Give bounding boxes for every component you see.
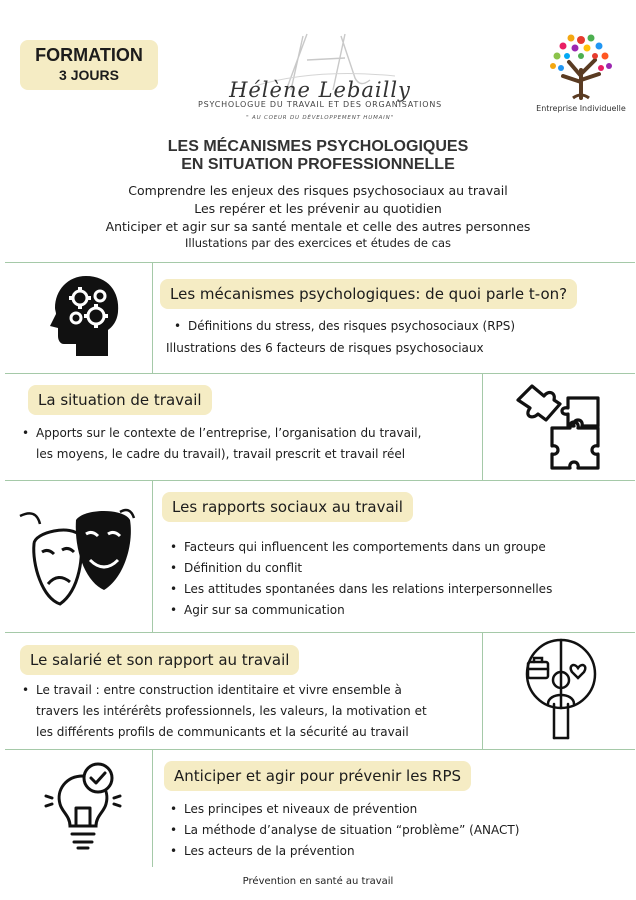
title-line2: EN SITUATION PROFESSIONNELLE [181,156,455,173]
list-item: • Apports sur le contexte de l’entreprise, l’organisation du travail, [22,423,421,444]
colorful-tree-icon [535,26,627,104]
section-1-extra-text: Illustrations des 6 facteurs de risques psychosociaux [166,341,484,355]
section-3-title: Les rapports sociaux au travail [162,492,413,522]
divider [482,373,483,480]
title-line1: LES MÉCANISMES PSYCHOLOGIQUES [167,138,469,155]
intro-line-2: Les repérer et les prévenir au quotidien [194,201,442,216]
divider [5,480,635,481]
list-item: • Facteurs qui influencent les comportements dans un groupe [170,537,552,558]
badge-line1: FORMATION [35,45,143,65]
section-2-bullets [22,423,421,465]
section-4-title: Le salarié et son rapport au travail [20,645,299,675]
divider [5,373,635,374]
divider [482,632,483,749]
divider [5,262,635,263]
list-item-continued: travers les intérérêts professionnels, les valeurs, la motivation et [36,704,427,718]
section-4-bullets [22,680,427,743]
divider [152,262,153,373]
list-item: • Les acteurs de la prévention [170,841,519,862]
section-2-title: La situation de travail [28,385,212,415]
divider [5,749,635,750]
divider [152,749,153,867]
section-5-bullets [170,799,519,862]
section-3-bullets [170,537,552,621]
section-1-title: Les mécanismes psychologiques: de quoi parle t-on? [160,279,577,309]
list-item: • La méthode d’analyse de situation “problème” (ANACT) [170,820,519,841]
list-item-continued: les différents profils de communicants et la sécurité au travail [36,725,409,739]
list-item: • Agir sur sa communication [170,600,552,621]
practitioner-tagline: " AU COEUR DU DÉVELOPPEMENT HUMAIN" [246,115,394,121]
lightbulb-check-icon [40,762,126,854]
formation-badge [20,40,158,90]
list-item-continued: les moyens, le cadre du travail), travail prescrit et travail réel [36,447,406,461]
intro-line-4: Illustations par des exercices et études de cas [184,236,451,250]
company-type: Entreprise Individuelle [536,104,626,113]
brand-logo [195,28,445,128]
section-1-extra [166,338,484,359]
intro-line-3: Anticiper et agir sur sa santé mentale et celle des autres personnes [105,219,531,234]
list-item: • Définitions du stress, des risques psychosociaux (RPS) [174,316,515,337]
list-item: • Définition du conflit [170,558,552,579]
list-item: • Le travail : entre construction identitaire et vivre ensemble à [22,680,427,701]
section-1-bullets [174,316,515,337]
intro-line-1: Comprendre les enjeux des risques psychosociaux au travail [128,183,508,198]
theater-masks-icon [12,504,136,612]
list-item: • Les attitudes spontanées dans les relations interpersonnelles [170,579,552,600]
puzzle-icon [512,380,608,472]
tree-logo [535,26,627,116]
worker-balance-icon [518,638,604,742]
page-title [0,138,636,174]
section-5-title: Anticiper et agir pour prévenir les RPS [164,761,471,791]
practitioner-subtitle: PSYCHOLOGUE DU TRAVAIL ET DES ORGANISATIONS [197,100,443,109]
list-item: • Les principes et niveaux de prévention [170,799,519,820]
divider [152,480,153,632]
footer-text: Prévention en santé au travail [242,876,394,887]
badge-line2: 3 JOURS [59,67,119,83]
practitioner-name: Hélène Lebailly [229,78,411,102]
divider [5,632,635,633]
head-gears-icon [46,272,124,360]
